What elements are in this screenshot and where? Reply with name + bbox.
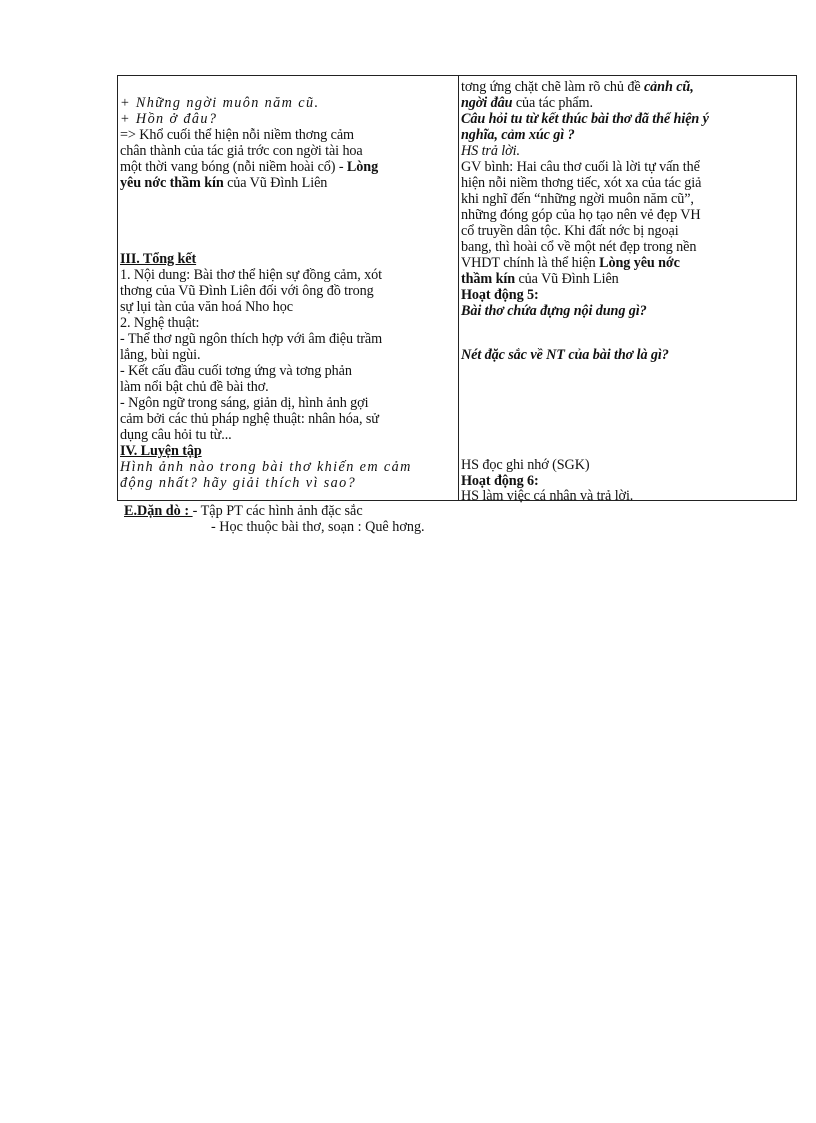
- emphasis-text: cảnh cũ,: [643, 79, 694, 95]
- lesson-table: [117, 75, 797, 504]
- text-line: HS đọc ghi nhớ (SGK): [461, 457, 590, 473]
- text-line: => Khổ cuối thể hiện nỗi niềm thơng cảm: [120, 127, 354, 143]
- homework-label: E.Dặn dò :: [124, 503, 193, 519]
- text-line: HS trả lời.: [461, 143, 520, 159]
- text-span: của Vũ Đình Liên: [223, 175, 328, 191]
- left-column: [118, 76, 459, 500]
- text-line: 1. Nội dung: Bài thơ thể hiện sự đồng cảm, xót: [120, 267, 382, 283]
- section-heading: III. Tổng kết: [120, 251, 197, 267]
- text-line: GV bình: Hai câu thơ cuối là lời tự vấn thể: [461, 159, 700, 175]
- text-span: tơng ứng chặt chẽ làm rõ chủ đề: [461, 79, 644, 95]
- text-line: [461, 255, 794, 271]
- text-line: động nhất? hãy giải thích vì sao?: [120, 475, 357, 491]
- emphasis-text: Lòng yêu nớc: [599, 255, 680, 271]
- emphasis-text: thầm kín: [461, 271, 515, 287]
- text-line: làm nổi bật chủ đề bài thơ.: [120, 379, 269, 395]
- emphasis-text: Lòng: [346, 159, 379, 175]
- text-line: - Ngôn ngữ trong sáng, giản dị, hình ảnh gợi: [120, 395, 369, 411]
- text-line: cảm bởi các thủ pháp nghệ thuật: nhân hóa, sử: [120, 411, 379, 427]
- text-line: HS làm việc cá nhân và trả lời.: [461, 488, 634, 504]
- text-line: chân thành của tác giả trớc con ngời tài hoa: [120, 143, 363, 159]
- homework-item: - Tập PT các hình ảnh đặc sắc: [192, 503, 363, 519]
- homework-line: [124, 503, 363, 519]
- text-line: [461, 79, 794, 95]
- emphasis-text: ngời đâu: [461, 95, 513, 111]
- question-text: Bài thơ chứa đựng nội dung gì?: [461, 303, 647, 319]
- text-line: - Kết cấu đầu cuối tơng ứng và tơng phản: [120, 363, 352, 379]
- text-line: lắng, bùi ngùi.: [120, 347, 201, 363]
- text-line: cổ truyền dân tộc. Khi đất nớc bị ngoại: [461, 223, 679, 239]
- text-line: 2. Nghệ thuật:: [120, 315, 200, 331]
- text-line: những đóng góp của họ tạo nên vẻ đẹp VH: [461, 207, 701, 223]
- text-line: dụng câu hỏi tu từ...: [120, 427, 232, 443]
- right-column: [459, 76, 796, 504]
- question-text: Nét đặc sắc về NT của bài thơ là gì?: [461, 347, 669, 363]
- text-line: thơng của Vũ Đình Liên đối với ông đồ trong: [120, 283, 374, 299]
- text-line: nghĩa, cảm xúc gì ?: [461, 127, 575, 143]
- text-line: [120, 159, 456, 175]
- text-line: + Những ngời muôn năm cũ.: [120, 95, 320, 111]
- activity-heading: Hoạt động 5:: [461, 287, 539, 303]
- text-line: khi nghĩ đến “những ngời muôn năm cũ”,: [461, 191, 694, 207]
- activity-heading: Hoạt động 6:: [461, 473, 539, 489]
- text-span: VHDT chính là thể hiện: [461, 255, 600, 271]
- text-line: - Thể thơ ngũ ngôn thích hợp với âm điệu trầm: [120, 331, 383, 347]
- text-line: + Hồn ở đâu?: [120, 111, 218, 127]
- text-line: [461, 271, 794, 287]
- text-line: Câu hỏi tu từ kết thúc bài thơ đã thể hiện ý: [461, 111, 709, 127]
- text-line: hiện nỗi niềm thơng tiếc, xót xa của tác giả: [461, 175, 702, 191]
- text-line: [120, 175, 456, 191]
- text-span: của Vũ Đình Liên: [515, 271, 619, 287]
- text-span: một thời vang bóng (nỗi niềm hoài cổ) -: [120, 159, 347, 175]
- homework-item: - Học thuộc bài thơ, soạn : Quê hơng.: [211, 519, 425, 535]
- section-heading: IV. Luyện tập: [120, 443, 202, 459]
- text-line: Hình ảnh nào trong bài thơ khiến em cảm: [120, 459, 412, 475]
- text-line: sự lụi tàn của văn hoá Nho học: [120, 299, 293, 315]
- text-line: bang, thì hoài cổ về một nét đẹp trong nền: [461, 239, 697, 255]
- emphasis-text: yêu nớc thầm kín: [120, 175, 224, 191]
- text-line: [461, 95, 794, 111]
- text-span: của tác phẩm.: [512, 95, 593, 111]
